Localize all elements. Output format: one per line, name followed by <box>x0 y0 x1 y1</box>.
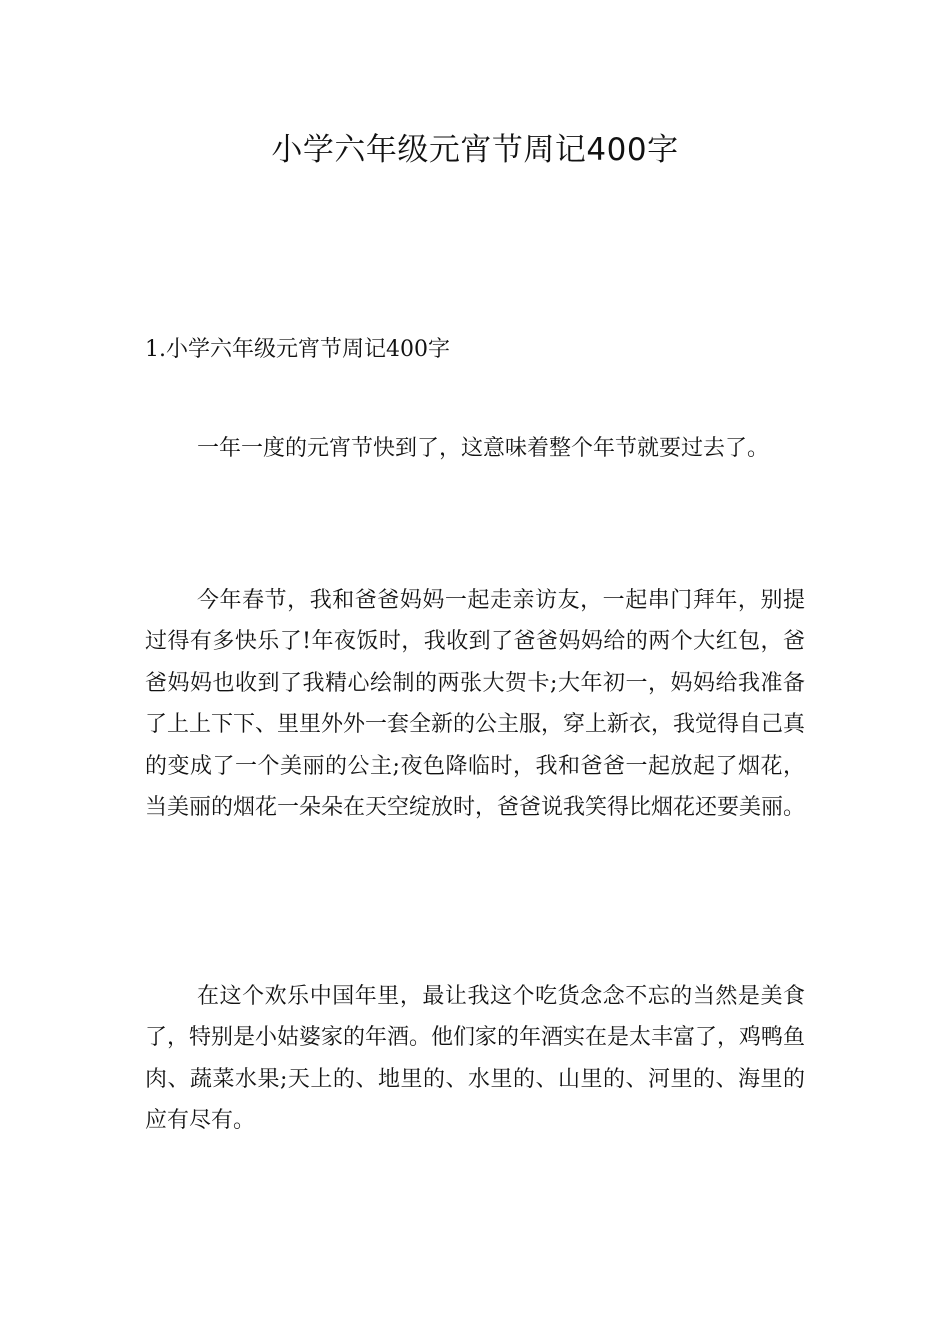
document-title: 小学六年级元宵节周记400字 <box>271 132 679 168</box>
paragraph-2: 今年春节，我和爸爸妈妈一起走亲访友，一起串门拜年，别提过得有多快乐了!年夜饭时，我收到了爸爸妈妈给的两个大红包，爸爸妈妈也收到了我精心绘制的两张大贺卡;大年初一，妈妈给我准备了上上下下、里里外外一套全新的公主服，穿上新衣，我觉得自己真的变成了一个美丽的公主;夜色降临时，我和爸爸一起放起了烟花，当美丽的烟花一朵朵在天空绽放时，爸爸说我笑得比烟花还要美丽。 <box>145 588 806 821</box>
section-heading: 1.小学六年级元宵节周记400字 <box>145 337 450 362</box>
paragraph-1: 一年一度的元宵节快到了，这意味着整个年节就要过去了。 <box>197 436 770 461</box>
paragraph-3: 在这个欢乐中国年里，最让我这个吃货念念不忘的当然是美食了，特别是小姑婆家的年酒。他们家的年酒实在是太丰富了，鸡鸭鱼肉、蔬菜水果;天上的、地里的、水里的、山里的、河里的、海里的应有尽有。 <box>145 984 806 1134</box>
